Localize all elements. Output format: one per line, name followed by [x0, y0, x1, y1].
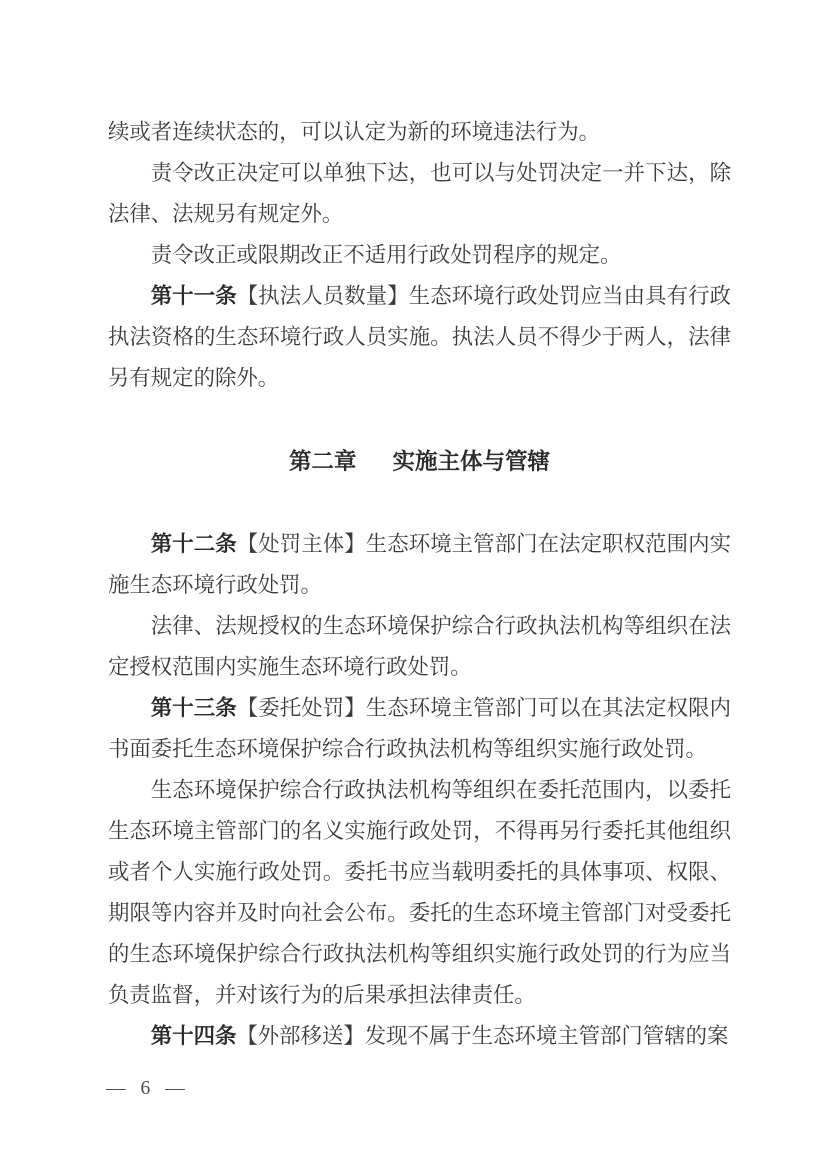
paragraph	[108, 235, 731, 276]
paragraph	[108, 276, 731, 399]
paragraph	[108, 524, 731, 606]
paragraph-text: 【执法人员数量】生态环境行政处罚应当由具有行政执法资格的生态环境行政人员实施。执法人员不得少于两人，法律另有规定的除外。	[108, 284, 731, 390]
paragraph-text: 【委托处罚】生态环境主管部门可以在其法定权限内书面委托生态环境保护综合行政执法机构等组织实施行政处罚。	[108, 696, 731, 761]
paragraph	[108, 1016, 731, 1057]
paragraph-text: 法律、法规授权的生态环境保护综合行政执法机构等组织在法定授权范围内实施生态环境行政处罚。	[108, 614, 731, 679]
document-body	[108, 112, 731, 1057]
paragraph-text: 【处罚主体】生态环境主管部门在法定职权范围内实施生态环境行政处罚。	[108, 532, 731, 597]
page-number: 6	[140, 1078, 151, 1099]
paragraph	[108, 112, 731, 153]
paragraph	[108, 770, 731, 1016]
article-number: 第十三条	[150, 696, 237, 720]
footer-right-dash: —	[165, 1078, 185, 1099]
page-footer	[106, 1078, 185, 1100]
paragraph-text: 【外部移送】发现不属于生态环境主管部门管辖的案	[236, 1024, 729, 1048]
chapter-number: 第二章	[288, 449, 357, 474]
footer-left-dash: —	[106, 1078, 126, 1099]
paragraph-text: 责令改正或限期改正不适用行政处罚程序的规定。	[150, 243, 622, 267]
article-number: 第十一条	[150, 284, 237, 308]
paragraph	[108, 688, 731, 770]
chapter-title: 实施主体与管辖	[392, 449, 551, 474]
paragraph-text: 续或者连续状态的，可以认定为新的环境违法行为。	[108, 120, 600, 144]
paragraph	[108, 153, 731, 235]
chapter-heading	[108, 441, 731, 482]
paragraph-text: 责令改正决定可以单独下达，也可以与处罚决定一并下达，除法律、法规另有规定外。	[108, 161, 731, 226]
paragraph-text: 生态环境保护综合行政执法机构等组织在委托范围内，以委托生态环境主管部门的名义实施行政处罚，不得再另行委托其他组织或者个人实施行政处罚。委托书应当载明委托的具体事项、权限、期限等内容并及时向社会公布。委托的生态环境主管部门对受委托的生态环境保护综合行政执法机构等组织实施行政处罚的行为应当负责监督，并对该行为的后果承担法律责任。	[108, 778, 731, 1007]
paragraph	[108, 606, 731, 688]
article-number: 第十二条	[150, 532, 237, 556]
article-number: 第十四条	[150, 1024, 237, 1048]
